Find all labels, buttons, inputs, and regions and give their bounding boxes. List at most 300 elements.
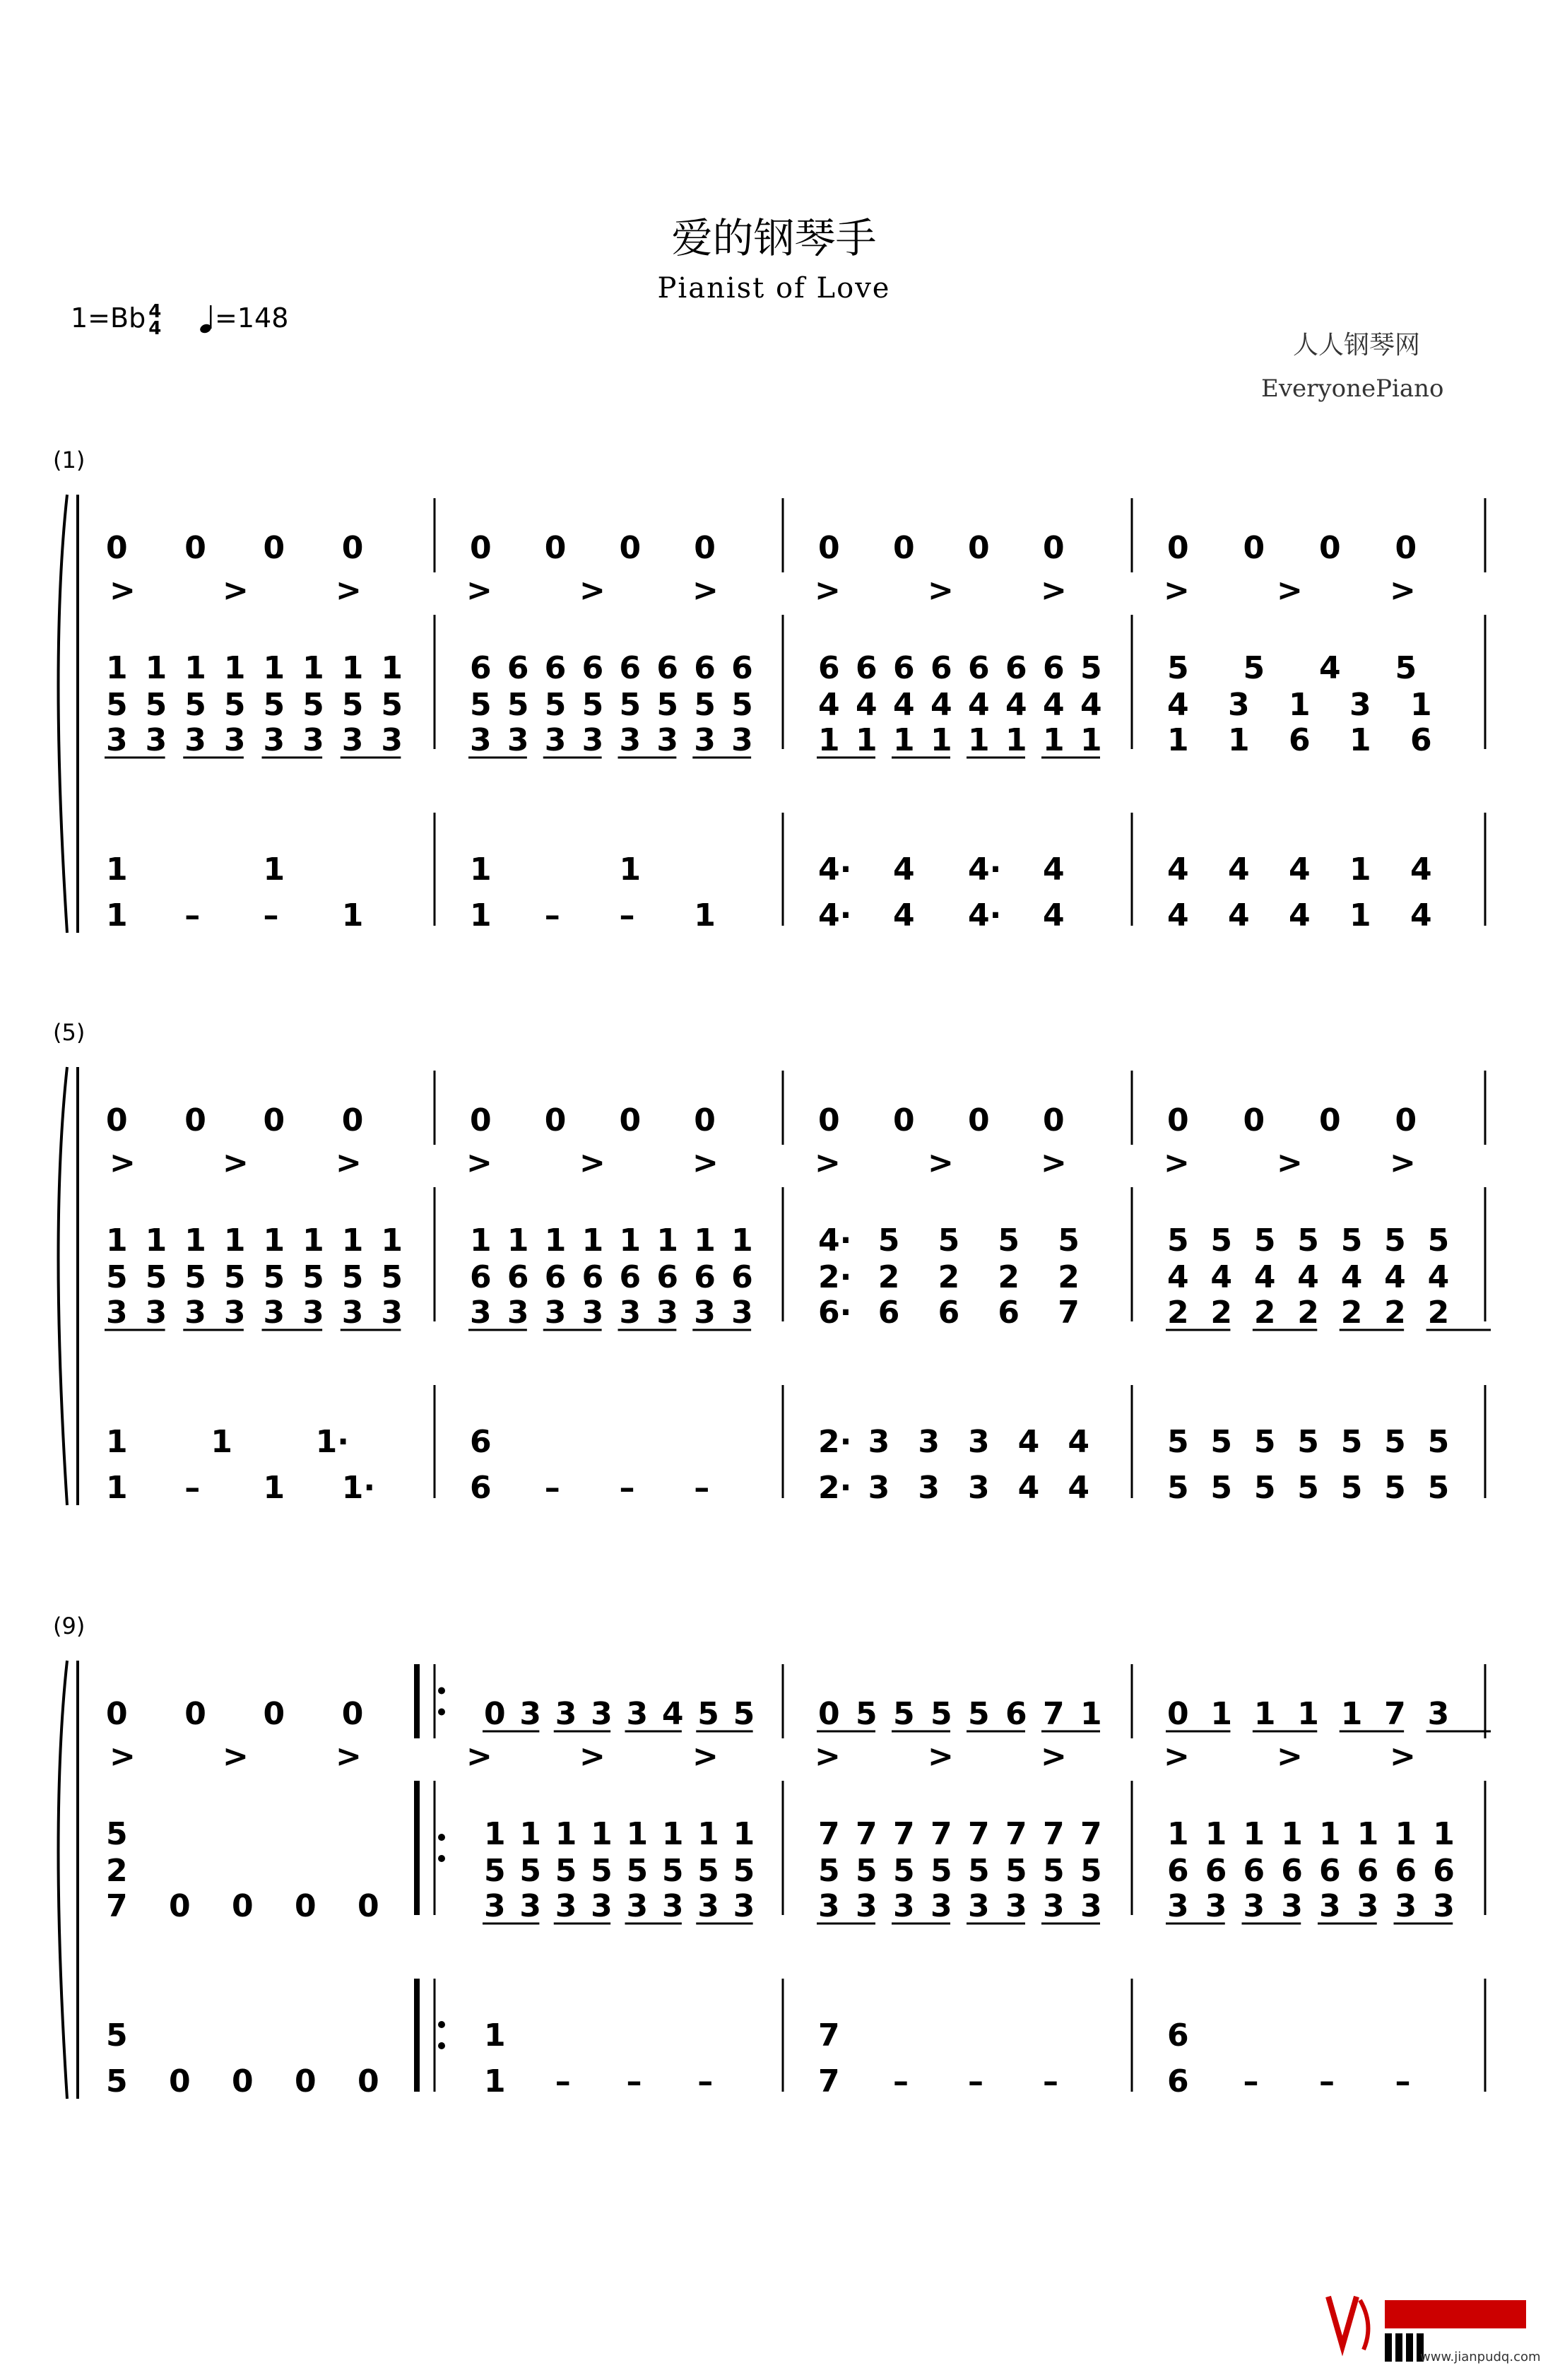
rh_mid-note: 1 <box>1289 687 1311 723</box>
lh_bot-note: 4 <box>893 897 915 933</box>
rh_mid-note: 5 <box>626 1853 649 1889</box>
lh_bot-note: – <box>697 2063 714 2099</box>
rh_mid-note: 3 <box>1349 687 1371 723</box>
melody-note: 5 <box>856 1696 878 1732</box>
rh_bot-note: 1 <box>856 722 878 758</box>
lh_bot-note: 4 <box>1289 897 1311 933</box>
rh_mid-note: 4 <box>1210 1259 1233 1295</box>
rh_bot-note: 3 <box>818 1888 840 1924</box>
rh_mid-note: 5 <box>263 1259 285 1295</box>
melody-note: 0 <box>893 1102 915 1138</box>
rh_top-note: 1 <box>223 1223 246 1259</box>
rh_top-note: 6 <box>818 650 840 686</box>
lh_bot-note: – <box>263 897 279 933</box>
rh_top-note: 1 <box>263 650 285 686</box>
rh_top-note: 1 <box>223 650 246 686</box>
rh_top-note: 1 <box>1319 1816 1341 1852</box>
lh_top-note: 5 <box>1340 1424 1363 1460</box>
rh_top-note: 1 <box>555 1816 577 1852</box>
accent-mark: > <box>336 572 362 608</box>
melody-note: 0 <box>1167 1696 1189 1732</box>
rh_bot-note: 1 <box>818 722 840 758</box>
accent-mark: > <box>579 572 605 608</box>
rh_mid-note: 6 <box>507 1259 529 1295</box>
lh_top-note: 1 <box>484 2017 506 2054</box>
lh_bot-note: – <box>184 897 201 933</box>
rh_bot-note: 3 <box>968 1888 990 1924</box>
melody-note: 1 <box>1210 1696 1233 1732</box>
rh_mid-note: 6 <box>694 1259 716 1295</box>
accent-mark: > <box>579 1738 605 1774</box>
lh_top-note: 1 <box>470 852 492 888</box>
lh_bot-note: – <box>619 897 635 933</box>
melody-note: 0 <box>263 1102 285 1138</box>
melody-note: 0 <box>1243 530 1265 566</box>
rh_top-note: 1 <box>1205 1816 1227 1852</box>
accent-mark: > <box>223 1145 249 1181</box>
rh_mid-note: 5 <box>661 1853 684 1889</box>
rh_top-note: 1 <box>106 1223 128 1259</box>
rh_mid-note: 2 <box>1058 1259 1080 1295</box>
melody-note: 0 <box>184 1102 206 1138</box>
rh_top-note: 1 <box>626 1816 649 1852</box>
rh_mid-note: 5 <box>484 1853 506 1889</box>
lh_top-note: 4 <box>1068 1424 1089 1460</box>
rh_bot-note: 0 <box>169 1888 191 1924</box>
rh_bot-note: 2 <box>1427 1295 1450 1331</box>
lh_top-note: 5 <box>1297 1424 1319 1460</box>
rh_bot-note: 3 <box>1319 1888 1341 1924</box>
accent-mark: > <box>223 572 249 608</box>
repeat-dot <box>438 2042 445 2049</box>
melody-note: 0 <box>470 530 492 566</box>
rh_bot-note: 6 <box>1289 722 1311 758</box>
rh_bot-note: 3 <box>106 1295 128 1331</box>
measure-number: (5) <box>53 1019 85 1046</box>
rh_bot-note: 3 <box>1243 1888 1265 1924</box>
rh_bot-note: 1 <box>1167 722 1189 758</box>
melody-note: 0 <box>619 1102 642 1138</box>
melody-note: 0 <box>818 1102 840 1138</box>
lh_bot-note: 3 <box>868 1470 890 1506</box>
lh_bot-note: 0 <box>169 2063 191 2099</box>
rh_bot-note: 2 <box>1384 1295 1406 1331</box>
lh_bot-note: 4· <box>968 897 1002 933</box>
melody-note: 3 <box>626 1696 649 1732</box>
lh_bot-note: 1 <box>263 1470 285 1506</box>
lh_top-note: 1 <box>211 1424 232 1460</box>
rh_mid-note: 6 <box>544 1259 567 1295</box>
melody-note: 3 <box>519 1696 541 1732</box>
rh_mid-note: 6 <box>1433 1853 1455 1889</box>
rh_mid-note: 5 <box>223 687 246 723</box>
melody-note: 0 <box>893 530 915 566</box>
lh_top-note: 4 <box>893 852 915 888</box>
rh_mid-note: 5 <box>302 687 324 723</box>
lh_bot-note: 4 <box>1017 1470 1040 1506</box>
rh_mid-note: 2· <box>818 1259 852 1295</box>
lh_bot-note: 6 <box>470 1470 492 1506</box>
rh_top-note: 5 <box>1080 650 1102 686</box>
rh_mid-note: 4 <box>968 687 990 723</box>
lh_top-note: 3 <box>918 1424 940 1460</box>
lh_top-note: 4 <box>1289 852 1311 888</box>
rh_bot-note: 3 <box>1433 1888 1455 1924</box>
rh_top-note: 1 <box>484 1816 506 1852</box>
lh_bot-note: 1 <box>106 1470 128 1506</box>
rh_bot-note: 3 <box>341 1295 364 1331</box>
rh_top-note: 1 <box>302 650 324 686</box>
lh_bot-note: – <box>694 1470 710 1506</box>
rh_mid-note: 5 <box>106 1259 128 1295</box>
rh_bot-note: 3 <box>656 1295 678 1331</box>
rh_bot-note: 3 <box>619 1295 642 1331</box>
rh_top-note: 1 <box>1433 1816 1455 1852</box>
rh_bot-note: 3 <box>470 722 492 758</box>
accent-mark: > <box>928 572 954 608</box>
lh_bot-note: 3 <box>918 1470 940 1506</box>
rh_top-note: 1 <box>656 1223 678 1259</box>
rh_top-note: 6 <box>930 650 952 686</box>
rh_mid-note: 5 <box>106 687 128 723</box>
melody-note: 0 <box>1243 1102 1265 1138</box>
melody-note: 0 <box>470 1102 492 1138</box>
lh_bot-note: 5 <box>1384 1470 1406 1506</box>
rh_top-note: 5 <box>106 1816 128 1852</box>
rh_bot-note: 3 <box>626 1888 649 1924</box>
melody-note: 1 <box>1253 1696 1276 1732</box>
rh_mid-note: 5 <box>1043 1853 1065 1889</box>
accent-mark: > <box>466 1145 492 1181</box>
rh_bot-note: 3 <box>341 722 364 758</box>
rh_mid-note: 5 <box>733 1853 755 1889</box>
rh_mid-note: 4 <box>930 687 952 723</box>
melody-note: 0 <box>1043 530 1065 566</box>
rh_bot-note: 3 <box>1005 1888 1027 1924</box>
rh_bot-note: 3 <box>581 722 604 758</box>
rh_bot-note: 3 <box>661 1888 684 1924</box>
rh_bot-note: 3 <box>145 722 167 758</box>
rh_bot-note: 1 <box>930 722 952 758</box>
rh_top-note: 7 <box>968 1816 990 1852</box>
melody-note: 0 <box>1043 1102 1065 1138</box>
lh_bot-note: 1 <box>1349 897 1371 933</box>
rh_mid-note: 4 <box>1297 1259 1319 1295</box>
system-brace <box>59 1067 68 1505</box>
rh_mid-note: 5 <box>544 687 567 723</box>
time-sig-bottom: 4 <box>148 317 162 339</box>
lh_top-note: 5 <box>1427 1424 1450 1460</box>
rh_mid-note: 5 <box>302 1259 324 1295</box>
lh_bot-note: – <box>1043 2063 1058 2099</box>
rh_top-note: 6 <box>581 650 604 686</box>
rh_top-note: 4· <box>818 1223 852 1259</box>
melody-note: 0 <box>1395 1102 1417 1138</box>
rh_bot-note: 3 <box>263 1295 285 1331</box>
rh_top-note: 1 <box>697 1816 719 1852</box>
lh_top-note: 5 <box>106 2017 128 2054</box>
melody-note: 5 <box>968 1696 990 1732</box>
melody-note: 0 <box>263 1696 285 1732</box>
melody-note: 0 <box>1319 530 1341 566</box>
lh_bot-note: 1 <box>470 897 492 933</box>
rh_top-note: 5 <box>998 1223 1020 1259</box>
melody-note: 3 <box>1427 1696 1450 1732</box>
accent-mark: > <box>110 1145 136 1181</box>
rh_top-note: 5 <box>878 1223 900 1259</box>
rh_bot-note: 3 <box>381 1295 403 1331</box>
lh_top-note: 1 <box>106 1424 128 1460</box>
rh_bot-note: 3 <box>733 1888 755 1924</box>
melody-note: 0 <box>694 530 716 566</box>
rh_bot-note: 3 <box>731 1295 753 1331</box>
rh_bot-note: 2 <box>1210 1295 1233 1331</box>
rh_top-note: 7 <box>818 1816 840 1852</box>
rh_bot-note: 1 <box>1043 722 1065 758</box>
rh_bot-note: 3 <box>1395 1888 1417 1924</box>
rh_mid-note: 4 <box>1167 1259 1189 1295</box>
rh_mid-note: 5 <box>818 1853 840 1889</box>
melody-note: 1 <box>1297 1696 1319 1732</box>
rh_mid-note: 4 <box>1005 687 1027 723</box>
melody-note: 0 <box>818 530 840 566</box>
tempo-value: =148 <box>215 302 289 334</box>
rh_mid-note: 5 <box>184 1259 206 1295</box>
accent-mark: > <box>815 1145 841 1181</box>
rh_top-note: 1 <box>263 1223 285 1259</box>
rh_top-note: 4 <box>1319 650 1341 686</box>
melody-note: 0 <box>544 1102 567 1138</box>
melody-note: 1 <box>1340 1696 1363 1732</box>
lh_bot-note: – <box>968 2063 983 2099</box>
lh_bot-note: 4 <box>1410 897 1432 933</box>
melody-note: 0 <box>341 530 364 566</box>
melody-note: 0 <box>184 530 206 566</box>
system-brace <box>59 495 68 933</box>
accent-mark: > <box>815 572 841 608</box>
rh_mid-note: 6 <box>581 1259 604 1295</box>
rh_bot-note: 1 <box>1228 722 1250 758</box>
rh_top-note: 6 <box>694 650 716 686</box>
rh_mid-note: 5 <box>381 1259 403 1295</box>
lh_bot-note: – <box>1243 2063 1259 2099</box>
rh_mid-note: 6 <box>1395 1853 1417 1889</box>
rh_top-note: 5 <box>1384 1223 1406 1259</box>
rh_bot-note: 0 <box>358 1888 379 1924</box>
accent-mark: > <box>928 1145 954 1181</box>
rh_bot-note: 1 <box>1080 722 1102 758</box>
rh_top-note: 5 <box>938 1223 960 1259</box>
rh_bot-note: 3 <box>697 1888 719 1924</box>
rh_top-note: 1 <box>470 1223 492 1259</box>
rh_top-note: 1 <box>1281 1816 1303 1852</box>
accent-mark: > <box>692 572 719 608</box>
rh_mid-note: 6 <box>1167 1853 1189 1889</box>
rh_mid-note: 5 <box>731 687 753 723</box>
rh_mid-note: 4 <box>1080 687 1102 723</box>
lh_top-note: 7 <box>818 2017 840 2054</box>
rh_mid-note: 5 <box>1080 1853 1102 1889</box>
melody-note: 5 <box>893 1696 915 1732</box>
rh_mid-note: 5 <box>341 1259 364 1295</box>
repeat-dot <box>438 2021 445 2028</box>
measure-number: (1) <box>53 447 85 473</box>
accent-mark: > <box>466 572 492 608</box>
rh_mid-note: 5 <box>656 687 678 723</box>
rh_bot-note: 3 <box>381 722 403 758</box>
rh_bot-note: 3 <box>507 1295 529 1331</box>
accent-mark: > <box>928 1738 954 1774</box>
lh_top-note: 2· <box>818 1424 852 1460</box>
page-subtitle: Pianist of Love <box>657 272 891 305</box>
rh_mid-note: 5 <box>470 687 492 723</box>
key-label: 1=Bb <box>71 302 146 334</box>
rh_mid-note: 5 <box>381 687 403 723</box>
rh_mid-note: 6 <box>1243 1853 1265 1889</box>
lh_bot-note: 0 <box>232 2063 254 2099</box>
rh_top-note: 6 <box>507 650 529 686</box>
rh_mid-note: 5 <box>619 687 642 723</box>
rh_mid-note: 5 <box>930 1853 952 1889</box>
melody-note: 0 <box>184 1696 206 1732</box>
melody-note: 7 <box>1043 1696 1065 1732</box>
rh_bot-note: 3 <box>145 1295 167 1331</box>
rh_bot-note: 1 <box>968 722 990 758</box>
melody-note: 0 <box>106 530 128 566</box>
rh_mid-note: 6 <box>731 1259 753 1295</box>
accent-mark: > <box>692 1738 719 1774</box>
lh_bot-note: 1 <box>106 897 128 933</box>
lh_bot-note: 1 <box>341 897 364 933</box>
rh_top-note: 1 <box>1357 1816 1379 1852</box>
rh_bot-note: 3 <box>581 1295 604 1331</box>
lh_top-note: 4 <box>1167 852 1189 888</box>
rh_bot-note: 3 <box>856 1888 878 1924</box>
accent-mark: > <box>815 1738 841 1774</box>
rh_bot-note: 0 <box>295 1888 317 1924</box>
rh_mid-note: 6 <box>470 1259 492 1295</box>
rh_top-note: 5 <box>1243 650 1265 686</box>
rh_bot-note: 3 <box>1281 1888 1303 1924</box>
melody-note: 0 <box>484 1696 506 1732</box>
lh_bot-note: 5 <box>1297 1470 1319 1506</box>
lh_bot-note: 4 <box>1228 897 1250 933</box>
rh_mid-note: 5 <box>893 1853 915 1889</box>
rh_bot-note: 7 <box>106 1888 128 1924</box>
rh_top-note: 1 <box>184 650 206 686</box>
repeat-dot <box>438 1834 445 1841</box>
rh_bot-note: 3 <box>544 1295 567 1331</box>
lh_bot-note: – <box>1319 2063 1335 2099</box>
accent-mark: > <box>1041 1738 1067 1774</box>
rh_top-note: 6 <box>731 650 753 686</box>
rh_top-note: 1 <box>731 1223 753 1259</box>
rh_mid-note: 5 <box>145 1259 167 1295</box>
repeat-dot <box>438 1709 445 1716</box>
rh_bot-note: 1 <box>1349 722 1371 758</box>
rh_bot-note: 3 <box>591 1888 613 1924</box>
accent-mark: > <box>1164 572 1190 608</box>
arranger-en: EveryonePiano <box>1261 375 1444 403</box>
melody-note: 0 <box>1167 530 1189 566</box>
accent-mark: > <box>692 1145 719 1181</box>
lh_bot-note: – <box>184 1470 201 1506</box>
rh_top-note: 5 <box>1167 650 1189 686</box>
rh_top-note: 1 <box>381 1223 403 1259</box>
rh_mid-note: 6 <box>1205 1853 1227 1889</box>
rh_bot-note: 3 <box>484 1888 506 1924</box>
lh_top-note: 1 <box>1349 852 1371 888</box>
rh_mid-note: 2 <box>878 1259 900 1295</box>
lh_bot-note: 0 <box>295 2063 317 2099</box>
arranger-cn: 人人钢琴网 <box>1293 331 1421 360</box>
melody-note: 0 <box>341 1696 364 1732</box>
rh_mid-note: 4 <box>818 687 840 723</box>
rh_top-note: 6 <box>968 650 990 686</box>
lh_top-note: 6 <box>470 1424 492 1460</box>
rh_mid-note: 5 <box>697 1853 719 1889</box>
rh_top-note: 1 <box>581 1223 604 1259</box>
melody-note: 0 <box>106 1102 128 1138</box>
lh_top-note: 1· <box>315 1424 350 1460</box>
rh_top-note: 6 <box>893 650 915 686</box>
accent-mark: > <box>1390 572 1416 608</box>
lh_bot-note: 6 <box>1167 2063 1189 2099</box>
rh_mid-note: 1 <box>1410 687 1432 723</box>
rh_top-note: 1 <box>1243 1816 1265 1852</box>
lh_bot-note: 5 <box>1253 1470 1276 1506</box>
rh_bot-note: 2 <box>1253 1295 1276 1331</box>
rh_mid-note: 3 <box>1228 687 1250 723</box>
rh_bot-note: 3 <box>656 722 678 758</box>
rh_top-note: 1 <box>694 1223 716 1259</box>
rh_mid-note: 4 <box>1253 1259 1276 1295</box>
rh_mid-note: 4 <box>1427 1259 1450 1295</box>
accent-mark: > <box>1277 1738 1303 1774</box>
measure-number: (9) <box>53 1613 85 1639</box>
rh_mid-note: 5 <box>694 687 716 723</box>
melody-note: 5 <box>697 1696 719 1732</box>
rh_bot-note: 3 <box>507 722 529 758</box>
rh_top-note: 5 <box>1427 1223 1450 1259</box>
melody-note: 3 <box>591 1696 613 1732</box>
accent-mark: > <box>1390 1738 1416 1774</box>
lh_top-note: 4· <box>818 852 852 888</box>
rh_mid-note: 5 <box>223 1259 246 1295</box>
rh_bot-note: 7 <box>1058 1295 1080 1331</box>
rh_top-note: 7 <box>1005 1816 1027 1852</box>
melody-note: 0 <box>106 1696 128 1732</box>
rh_bot-note: 2 <box>1167 1295 1189 1331</box>
melody-note: 0 <box>341 1102 364 1138</box>
rh_mid-note: 5 <box>145 687 167 723</box>
lh_top-note: 5 <box>1253 1424 1276 1460</box>
rh_bot-note: 2 <box>1297 1295 1319 1331</box>
watermark-url: www.jianpudq.com <box>1420 2350 1541 2364</box>
rh_top-note: 1 <box>145 650 167 686</box>
accent-mark: > <box>1277 572 1303 608</box>
rh_mid-note: 4 <box>1340 1259 1363 1295</box>
lh_bot-note: – <box>619 1470 635 1506</box>
melody-note: 0 <box>1167 1102 1189 1138</box>
page-title: 爱的钢琴手 <box>671 214 877 262</box>
rh_top-note: 7 <box>1080 1816 1102 1852</box>
rh_mid-note: 5 <box>555 1853 577 1889</box>
accent-mark: > <box>1041 572 1067 608</box>
rh_mid-note: 5 <box>856 1853 878 1889</box>
accent-mark: > <box>1164 1145 1190 1181</box>
accent-mark: > <box>110 572 136 608</box>
